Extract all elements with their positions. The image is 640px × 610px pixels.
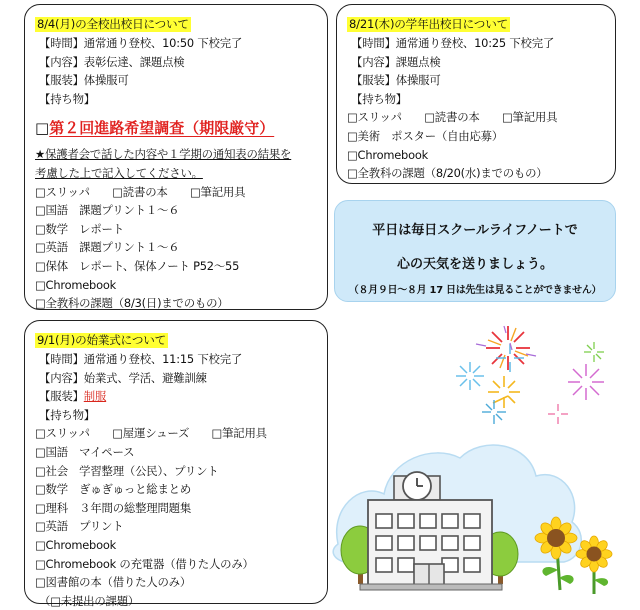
sep1-item: □図書館の本（借りた人のみ）	[35, 575, 192, 590]
aug4-items-label: 【持ち物】	[39, 91, 95, 106]
sep1-dress-label: 【服装】	[39, 389, 84, 404]
sep1-item: □Chromebook	[35, 537, 117, 552]
aug21-item: □全教科の課題（8/20(水)までのもの）	[347, 166, 548, 181]
aug21-item: □スリッパ □読書の本 □筆記用具	[347, 110, 558, 125]
sep1-content: 【内容】始業式、学活、避難訓練	[39, 370, 207, 385]
aug4-content: 【内容】表彰伝達、課題点検	[39, 54, 185, 69]
sep1-item: □スリッパ □屋運シューズ □筆記用具	[35, 426, 267, 441]
school-illustration	[332, 318, 632, 604]
sep1-item: □Chromebook の充電器（借りた人のみ）	[35, 556, 254, 571]
sep1-notice-box	[24, 320, 328, 608]
aug4-item: □英語 課題プリント１～６	[35, 240, 180, 255]
sep1-dress	[39, 387, 323, 406]
aug21-notice-box	[336, 4, 616, 184]
aug4-item: □保体 レポート、保体ノート P52～55	[35, 258, 240, 273]
banner-line1: 平日は毎日スクールライフノートで	[372, 223, 578, 238]
aug4-title: 8/4(月)の全校出校日について	[37, 17, 189, 31]
aug4-survey-text: 第２回進路希望調査（期限厳守）	[49, 119, 275, 138]
banner-line3: （８月９日～８月 17 日は先生は見ることができません）	[348, 285, 602, 296]
sep1-time: 【時間】通常通り登校、11:15 下校完了	[39, 352, 243, 366]
sep1-item: □英語 プリント	[35, 519, 124, 534]
aug4-survey	[35, 116, 323, 140]
aug21-dress: 【服装】体操服可	[351, 73, 441, 88]
school-life-note-banner	[334, 200, 616, 302]
aug4-note-line2: 考慮した上で記入してください。	[35, 165, 203, 180]
aug4-item: □スリッパ □読書の本 □筆記用具	[35, 184, 246, 199]
sep1-items-label: 【持ち物】	[39, 407, 95, 422]
aug4-item: □国語 課題プリント１～６	[35, 203, 180, 218]
sep1-item: □数学 ぎゅぎゅっと総まとめ	[35, 482, 192, 497]
aug4-time: 【時間】通常通り登校、10:50 下校完了	[39, 36, 243, 50]
sep1-item: □社会 学習整理（公民）、プリント	[35, 463, 219, 478]
sep1-title: 9/1(月)の始業式について	[37, 333, 167, 347]
aug21-title: 8/21(木)の学年出校日について	[349, 17, 508, 31]
aug4-item: □数学 レポート	[35, 221, 124, 236]
aug4-survey-checkbox: □	[35, 119, 50, 138]
aug21-time: 【時間】通常通り登校、10:25 下校完了	[351, 36, 555, 50]
aug21-item: □美術 ポスター（自由応募）	[347, 128, 504, 143]
sep1-item: □国語 マイペース	[35, 444, 135, 459]
sep1-item: □理科 ３年間の総整理問題集	[35, 500, 192, 515]
aug21-content: 【内容】課題点検	[351, 54, 441, 69]
sep1-item: （□未提出の課題）	[39, 593, 140, 608]
aug4-dress: 【服装】体操服可	[39, 73, 129, 88]
aug21-item: □Chromebook	[347, 147, 429, 162]
fireworks-icon	[456, 326, 604, 424]
aug4-item: □Chromebook	[35, 277, 117, 292]
aug4-note-line1: ★保護者会で話した内容や１学期の通知表の結果を	[35, 147, 292, 162]
banner-line2: 心の天気を送りましょう。	[396, 257, 553, 272]
sep1-dress-value: 制服	[83, 389, 107, 404]
aug4-item: □全教科の課題（8/3(日)までのもの）	[35, 296, 229, 311]
aug4-notice-box	[24, 4, 328, 310]
aug21-items-label: 【持ち物】	[351, 91, 407, 106]
